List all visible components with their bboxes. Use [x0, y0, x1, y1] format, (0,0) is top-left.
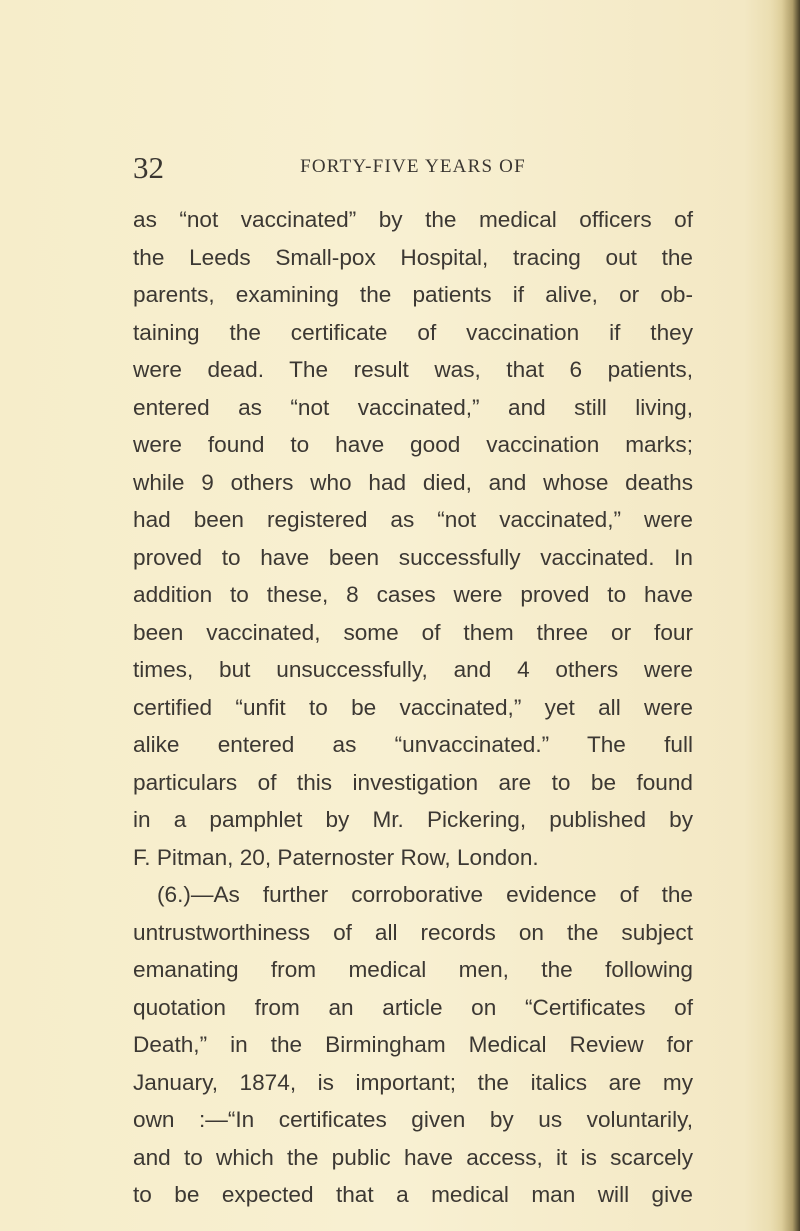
text-line: parents, examining the patients if alive, or ob- — [133, 282, 693, 307]
text-line: emanating from medical men, the following — [133, 957, 693, 982]
text-line: to be expected that a medical man will give — [133, 1182, 693, 1207]
text-line: times, but unsuccessfully, and 4 others were — [133, 657, 693, 682]
running-head: FORTY-FIVE YEARS OF — [300, 156, 526, 177]
text-line: certified “unfit to be vaccinated,” yet all were — [133, 694, 693, 720]
text-line: (6.)—As further corroborative evidence of the — [157, 882, 693, 907]
text-line: Death,” in the Birmingham Medical Review for — [133, 1032, 693, 1057]
text-line: particulars of this investigation are to be found — [133, 769, 693, 795]
text-line: proved to have been successfully vaccinated. In — [133, 544, 693, 570]
text-line: own :—“In certificates given by us voluntarily, — [133, 1107, 693, 1132]
page-number: 32 — [133, 150, 164, 185]
text-line: while 9 others who had died, and whose deaths — [133, 469, 693, 495]
text-line: untrustworthiness of all records on the subject — [133, 919, 693, 945]
text-line: had been registered as “not vaccinated,” were — [133, 507, 693, 532]
body-text — [133, 201, 693, 1214]
text-line: been vaccinated, some of them three or four — [133, 619, 693, 645]
text-line: the Leeds Small-pox Hospital, tracing out the — [133, 244, 693, 270]
page-gutter-edge — [770, 0, 800, 1231]
text-line: addition to these, 8 cases were proved to have — [133, 582, 693, 607]
text-line: were dead. The result was, that 6 patients, — [133, 357, 693, 382]
text-line: and to which the public have access, it is scarcely — [133, 1144, 693, 1170]
text-line: as “not vaccinated” by the medical officers of — [133, 207, 693, 232]
text-line: quotation from an article on “Certificates of — [133, 994, 693, 1020]
text-line: January, 1874, is important; the italics are my — [133, 1069, 693, 1095]
text-line: were found to have good vaccination marks; — [133, 432, 693, 457]
page-header — [133, 150, 693, 185]
text-line: taining the certificate of vaccination if they — [133, 319, 693, 345]
text-line: in a pamphlet by Mr. Pickering, published by — [133, 807, 693, 832]
text-line: entered as “not vaccinated,” and still living, — [133, 394, 693, 420]
text-line: alike entered as “unvaccinated.” The full — [133, 732, 693, 757]
text-line: F. Pitman, 20, Paternoster Row, London. — [133, 844, 539, 870]
